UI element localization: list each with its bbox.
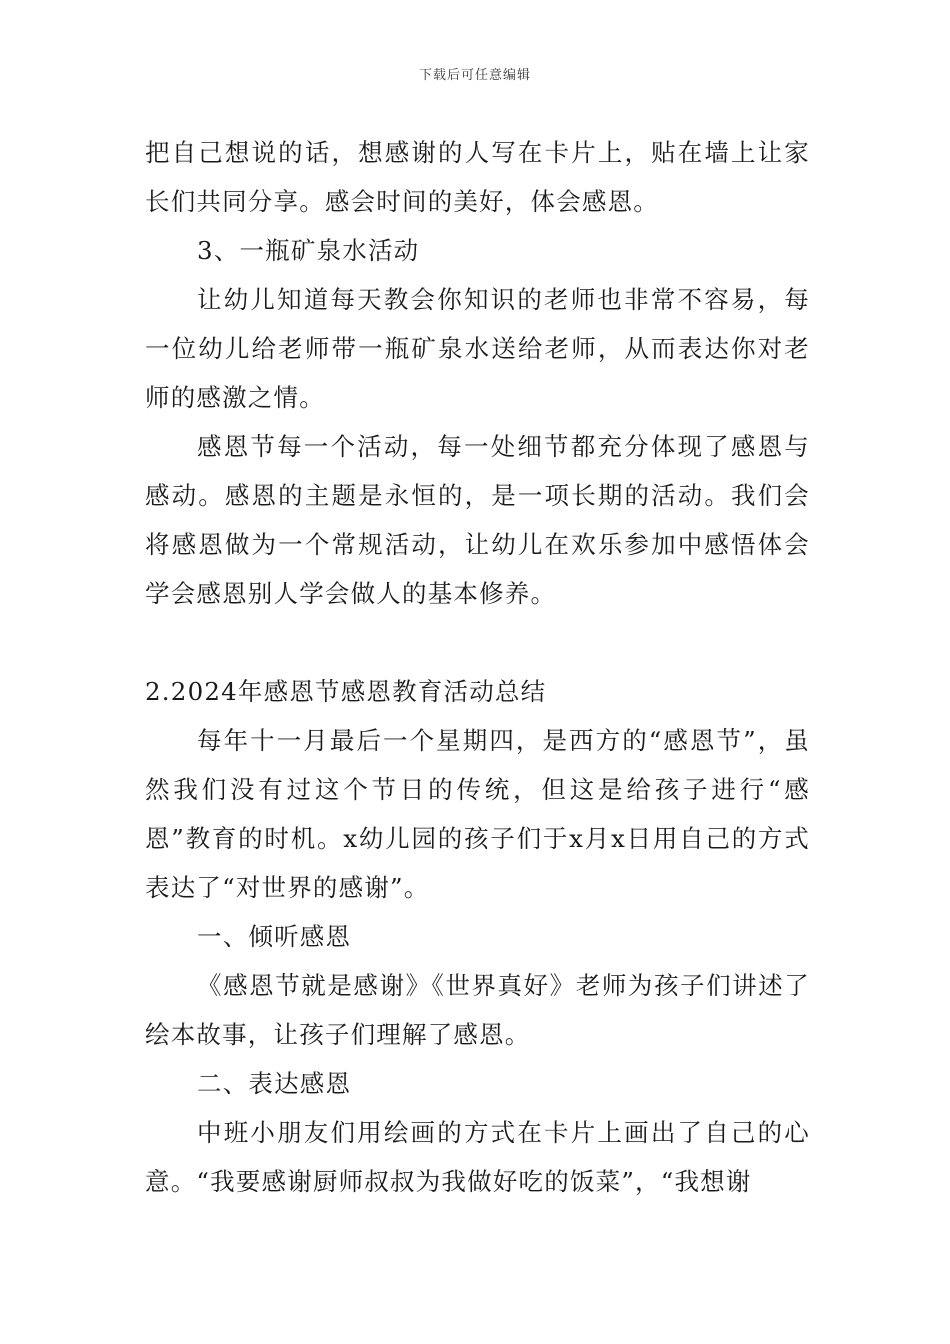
paragraph-water-activity: 让幼儿知道每天教会你知识的老师也非常不容易，每一位幼儿给老师带一瓶矿泉水送给老师，从而表达你对老师的感激之情。 xyxy=(145,285,810,412)
paragraph-listen-gratitude: 《感恩节就是感谢》《世界真好》老师为孩子们讲述了绘本故事，让孩子们理解了感恩。 xyxy=(145,971,810,1049)
paragraph-card-writing: 把自己想说的话，想感谢的人写在卡片上，贴在墙上让家长们共同分享。感会时间的美好，体会感恩。 xyxy=(145,138,810,216)
heading-express-gratitude: 二、表达感恩 xyxy=(197,1069,352,1098)
heading-listen-gratitude: 一、倾听感恩 xyxy=(197,922,352,951)
item-water-activity: 3、一瓶矿泉水活动 xyxy=(197,236,420,265)
paragraph-spacer xyxy=(145,618,810,667)
page-header-note: 下载后可任意编辑 xyxy=(418,68,531,83)
paragraph-express-gratitude: 中班小朋友们用绘画的方式在卡片上画出了自己的心意。“我要感谢厨师叔叔为我做好吃的饭菜”，“我想谢 xyxy=(145,1118,810,1196)
paragraph-intro: 每年十一月最后一个星期四，是西方的“感恩节”，虽然我们没有过这个节日的传统，但这是给孩子进行“感恩”教育的时机。x幼儿园的孩子们于x月x日用自己的方式表达了“对世界的感谢”。 xyxy=(145,726,810,902)
document-body xyxy=(145,128,810,1206)
section-title: 2.2024年感恩节感恩教育活动总结 xyxy=(145,677,547,706)
paragraph-summary: 感恩节每一个活动，每一处细节都充分体现了感恩与感动。感恩的主题是永恒的，是一项长期的活动。我们会将感恩做为一个常规活动，让幼儿在欢乐参加中感悟体会学会感恩别人学会做人的基本修养。 xyxy=(145,432,810,608)
